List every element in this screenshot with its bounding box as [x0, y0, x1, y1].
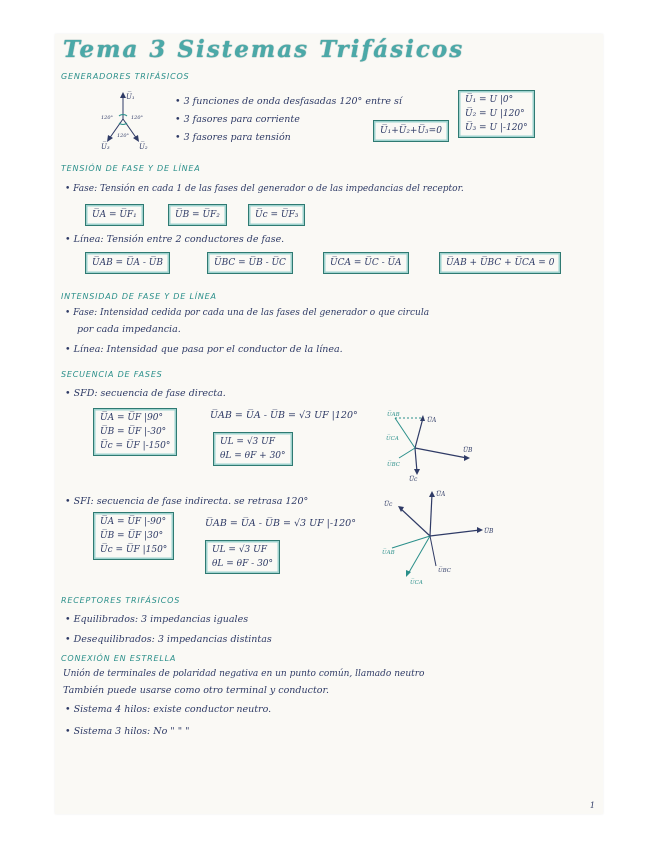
- sfd-ubc: U̅BC: [387, 462, 400, 468]
- sfi-phasor-box: U̅A = U̅F |-90° U̅B = U̅F |30° U̅c = U̅F |150°: [93, 512, 174, 560]
- sfi-uca: U̅CA: [410, 580, 423, 586]
- sfd-uca: U̅CA: [386, 436, 399, 442]
- sfi-ua: U̅A: [436, 491, 446, 498]
- current-fase-text-2: por cada impedancia.: [77, 324, 181, 335]
- generator-bullet-2: • 3 fasores para corriente: [175, 114, 300, 125]
- sfd-phasor-diagram: [385, 410, 485, 482]
- sfi-formula: U̅AB = U̅A - U̅B = √3 UF |-120°: [205, 518, 356, 529]
- receivers-item-1: • Equilibrados: 3 impedancias iguales: [65, 614, 249, 625]
- receivers-heading: RECEPTORES TRIFÁSICOS: [61, 596, 181, 605]
- current-fase-text-1: • Fase: Intensidad cedida por cada una de las fases del generador o que circula: [65, 308, 430, 318]
- sfi-line-box: UL = √3 UF θL = θF - 30°: [205, 540, 280, 574]
- generator-bullet-1: • 3 funciones de onda desfasadas 120° entre sí: [175, 96, 402, 107]
- sfi-phasor-diagram: [380, 486, 500, 586]
- linea-box-bc: U̅BC = U̅B - U̅C: [207, 252, 293, 274]
- notebook-page: [55, 34, 603, 814]
- sfi-ubc: U̅BC: [438, 568, 451, 574]
- sfi-uc: U̅c: [384, 501, 393, 508]
- sfd-uab: U̅AB: [387, 412, 400, 418]
- current-linea-text: • Línea: Intensidad que pasa por el conductor de la línea.: [65, 344, 343, 355]
- sfi-uab: U̅AB: [382, 550, 395, 556]
- generator-star-diagram: [99, 89, 159, 151]
- voltage-heading: TENSIÓN DE FASE Y DE LÍNEA: [61, 164, 201, 173]
- angle-1: 120°: [101, 115, 114, 121]
- linea-box-ca: U̅CA = U̅C - U̅A: [323, 252, 409, 274]
- star-line-1: Unión de terminales de polaridad negativa en un punto común, llamado neutro: [63, 669, 425, 679]
- star-line-3: • Sistema 4 hilos: existe conductor neutro.: [65, 704, 272, 715]
- sfi-text: • SFI: secuencia de fase indirecta. se retrasa 120°: [65, 496, 309, 507]
- fase-box-b: U̅B = U̅F₂: [168, 204, 227, 226]
- page-number: 1: [589, 801, 595, 810]
- sfd-text: • SFD: secuencia de fase directa.: [65, 388, 226, 399]
- sfd-phasor-box: U̅A = U̅F |90° U̅B = U̅F |-30° U̅c = U̅F |-150°: [93, 408, 177, 456]
- generators-heading: GENERADORES TRIFÁSICOS: [61, 72, 190, 81]
- receivers-item-2: • Desequilibrados: 3 impedancias distintas: [65, 634, 272, 645]
- star-heading: CONEXIÓN EN ESTRELLA: [61, 654, 177, 663]
- generator-phasors-box: U̅₁ = U |0° U̅₂ = U |120° U̅₃ = U |-120°: [458, 90, 535, 138]
- current-heading: INTENSIDAD DE FASE Y DE LÍNEA: [61, 292, 217, 301]
- star-line-2: También puede usarse como otro terminal y conductor.: [63, 685, 330, 696]
- linea-sum-box: U̅AB + U̅BC + U̅CA = 0: [439, 252, 561, 274]
- angle-2: 120°: [131, 115, 144, 121]
- voltage-linea-text: • Línea: Tensión entre 2 conductores de fase.: [65, 234, 285, 245]
- fase-box-a: U̅A = U̅F₁: [85, 204, 144, 226]
- star-line-4: • Sistema 3 hilos: No " " ": [65, 726, 190, 737]
- label-u1: U̅₁: [126, 93, 135, 101]
- sfi-ub: U̅B: [484, 528, 494, 535]
- voltage-fase-text: • Fase: Tensión en cada 1 de las fases del generador o de las impedancias del receptor.: [65, 184, 464, 194]
- sequence-heading: SECUENCIA DE FASES: [61, 370, 163, 379]
- page-title: Tema 3 Sistemas Trifásicos: [63, 36, 465, 63]
- sfd-ub: U̅B: [463, 447, 473, 454]
- label-u2: U̅₂: [139, 143, 148, 151]
- fase-box-c: U̅c = U̅F₃: [248, 204, 305, 226]
- sfd-formula: U̅AB = U̅A - U̅B = √3 UF |120°: [210, 410, 358, 421]
- sfd-line-box: UL = √3 UF θL = θF + 30°: [213, 432, 293, 466]
- linea-box-ab: U̅AB = U̅A - U̅B: [85, 252, 170, 274]
- sfd-uc: U̅c: [409, 476, 418, 482]
- angle-3: 120°: [117, 133, 130, 139]
- label-u3: U̅₃: [101, 143, 110, 151]
- generator-bullet-3: • 3 fasores para tensión: [175, 132, 291, 143]
- phasor-sum-box: U̅₁+U̅₂+U̅₃=0: [373, 120, 449, 142]
- sfd-ua: U̅A: [427, 417, 437, 424]
